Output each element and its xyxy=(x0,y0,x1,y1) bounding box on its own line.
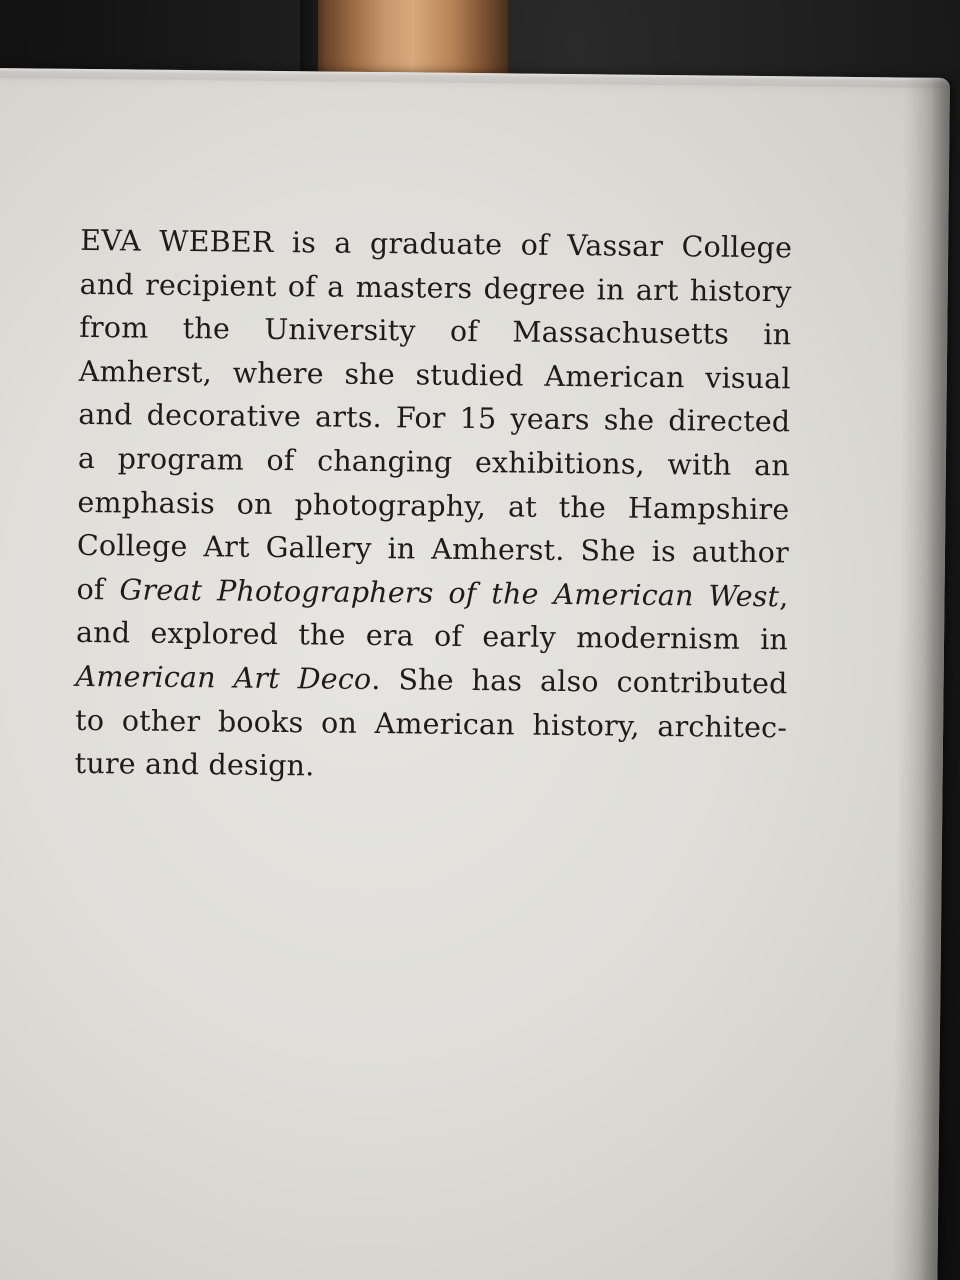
bio-line: and recipient of a masters degree in art history xyxy=(79,267,792,308)
bio-line: College Art Gallery in Amherst. She is author xyxy=(76,529,790,570)
post-shadow xyxy=(300,0,324,80)
bio-line: ture and design. xyxy=(74,747,315,783)
bio-line: to other books on American history, architec- xyxy=(75,703,788,744)
book-title-american-art-deco: American Art Deco xyxy=(75,659,372,696)
bio-line xyxy=(75,655,787,706)
bio-text: , xyxy=(779,580,789,614)
author-bio xyxy=(74,219,792,793)
bio-text: of xyxy=(76,572,120,607)
book-right-edge xyxy=(891,78,950,1280)
book-title-great-photographers: Great Photographers of the American West xyxy=(119,573,780,614)
bio-line: EVA WEBER is a graduate of Vassar College xyxy=(80,223,793,265)
wooden-post xyxy=(318,0,508,80)
bio-line: a program of changing exhibitions, with an xyxy=(77,441,791,483)
bio-text: . She has also contributed xyxy=(371,662,788,701)
bio-line: and decorative arts. For 15 years she directed xyxy=(78,398,791,439)
bio-line: from the University of Massachusetts in xyxy=(79,311,792,352)
book-jacket-flap xyxy=(0,68,950,1280)
bio-line xyxy=(76,568,788,619)
bio-line: Amherst, where she studied American visual xyxy=(78,354,791,396)
bio-line: and explored the era of early modernism in xyxy=(75,616,789,657)
bio-line: emphasis on photography, at the Hampshire xyxy=(77,485,790,526)
